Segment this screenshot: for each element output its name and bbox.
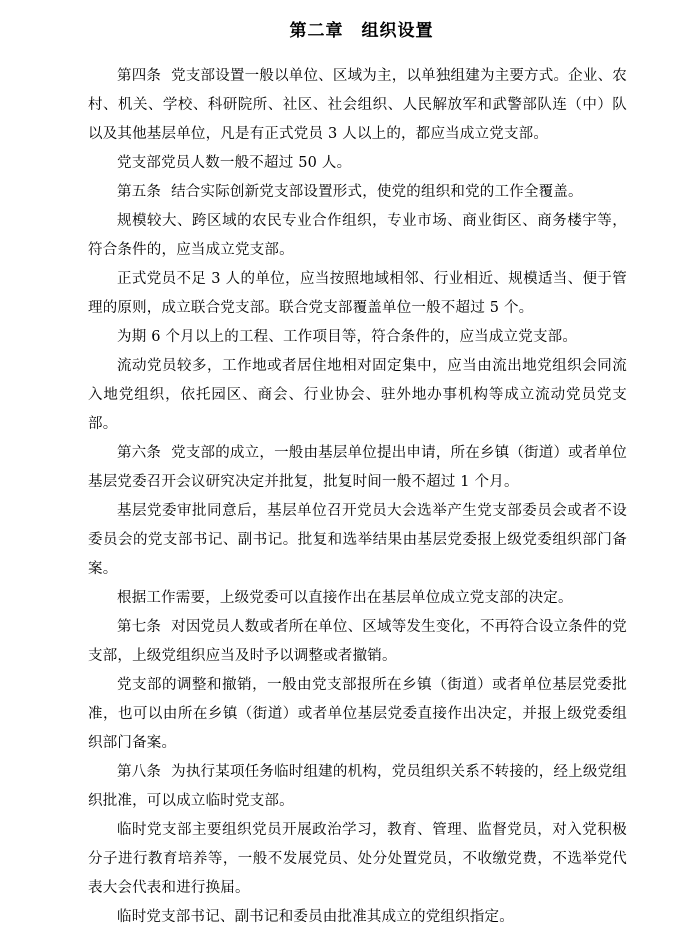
paragraph [88, 178, 627, 207]
paragraph-text: 党支部党员人数一般不超过 50 人。 [117, 155, 352, 171]
paragraph [88, 903, 627, 932]
article-number: 第七条 [117, 619, 162, 635]
paragraph [88, 816, 627, 903]
article-number: 第八条 [117, 764, 162, 780]
paragraph [88, 265, 627, 323]
paragraph-text: 规模较大、跨区域的农民专业合作组织，专业市场、商业街区、商务楼宇等，符合条件的，应当成立党支部。 [88, 213, 627, 258]
paragraph [88, 671, 627, 758]
paragraph-text: 临时党支部主要组织党员开展政治学习，教育、管理、监督党员，对入党积极分子进行教育培养等，一般不发展党员、处分处置党员，不收缴党费，不选举党代表大会代表和进行换届。 [88, 822, 627, 896]
paragraph [88, 584, 627, 613]
paragraph-text: 对因党员人数或者所在单位、区域等发生变化，不再符合设立条件的党支部，上级党组织应当及时予以调整或者撤销。 [88, 619, 627, 664]
paragraph-text: 为执行某项任务临时组建的机构，党员组织关系不转接的，经上级党组织批准，可以成立临时党支部。 [88, 764, 627, 809]
paragraph-text: 正式党员不足 3 人的单位，应当按照地域相邻、行业相近、规模适当、便于管理的原则，成立联合党支部。联合党支部覆盖单位一般不超过 5 个。 [88, 271, 627, 316]
chapter-title: 第二章 组织设置 [289, 21, 434, 41]
paragraph [88, 352, 627, 439]
paragraph [88, 439, 627, 497]
article-number: 第六条 [117, 445, 162, 461]
paragraph-text: 为期 6 个月以上的工程、工作项目等，符合条件的，应当成立党支部。 [117, 329, 578, 345]
paragraph [88, 758, 627, 816]
paragraph [88, 62, 627, 149]
paragraph-text: 党支部的成立，一般由基层单位提出申请，所在乡镇（街道）或者单位基层党委召开会议研究决定并批复，批复时间一般不超过 1 个月。 [88, 445, 627, 490]
paragraph-text: 基层党委审批同意后，基层单位召开党员大会选举产生党支部委员会或者不设委员会的党支部书记、副书记。批复和选举结果由基层党委报上级党委组织部门备案。 [88, 503, 627, 577]
paragraph [88, 207, 627, 265]
paragraph [88, 323, 627, 352]
paragraph [88, 149, 627, 178]
paragraph-text: 结合实际创新党支部设置形式，使党的组织和党的工作全覆盖。 [171, 184, 583, 200]
paragraph-text: 根据工作需要，上级党委可以直接作出在基层单位成立党支部的决定。 [117, 590, 573, 606]
article-number: 第五条 [117, 184, 162, 200]
paragraph-text: 临时党支部书记、副书记和委员由批准其成立的党组织指定。 [117, 909, 514, 925]
paragraph-text: 党支部设置一般以单位、区域为主，以单独组建为主要方式。企业、农村、机关、学校、科研院所、社区、社会组织、人民解放军和武警部队连（中）队以及其他基层单位，凡是有正式党员 3 人以上的，都应当成立党支部。 [88, 68, 627, 142]
paragraph [88, 613, 627, 671]
paragraph [88, 497, 627, 584]
document-body [88, 62, 627, 932]
paragraph-text: 流动党员较多，工作地或者居住地相对固定集中，应当由流出地党组织会同流入地党组织，依托园区、商会、行业协会、驻外地办事机构等成立流动党员党支部。 [88, 358, 627, 432]
article-number: 第四条 [117, 68, 162, 84]
paragraph-text: 党支部的调整和撤销，一般由党支部报所在乡镇（街道）或者单位基层党委批准，也可以由所在乡镇（街道）或者单位基层党委直接作出决定，并报上级党委组织部门备案。 [88, 677, 627, 751]
